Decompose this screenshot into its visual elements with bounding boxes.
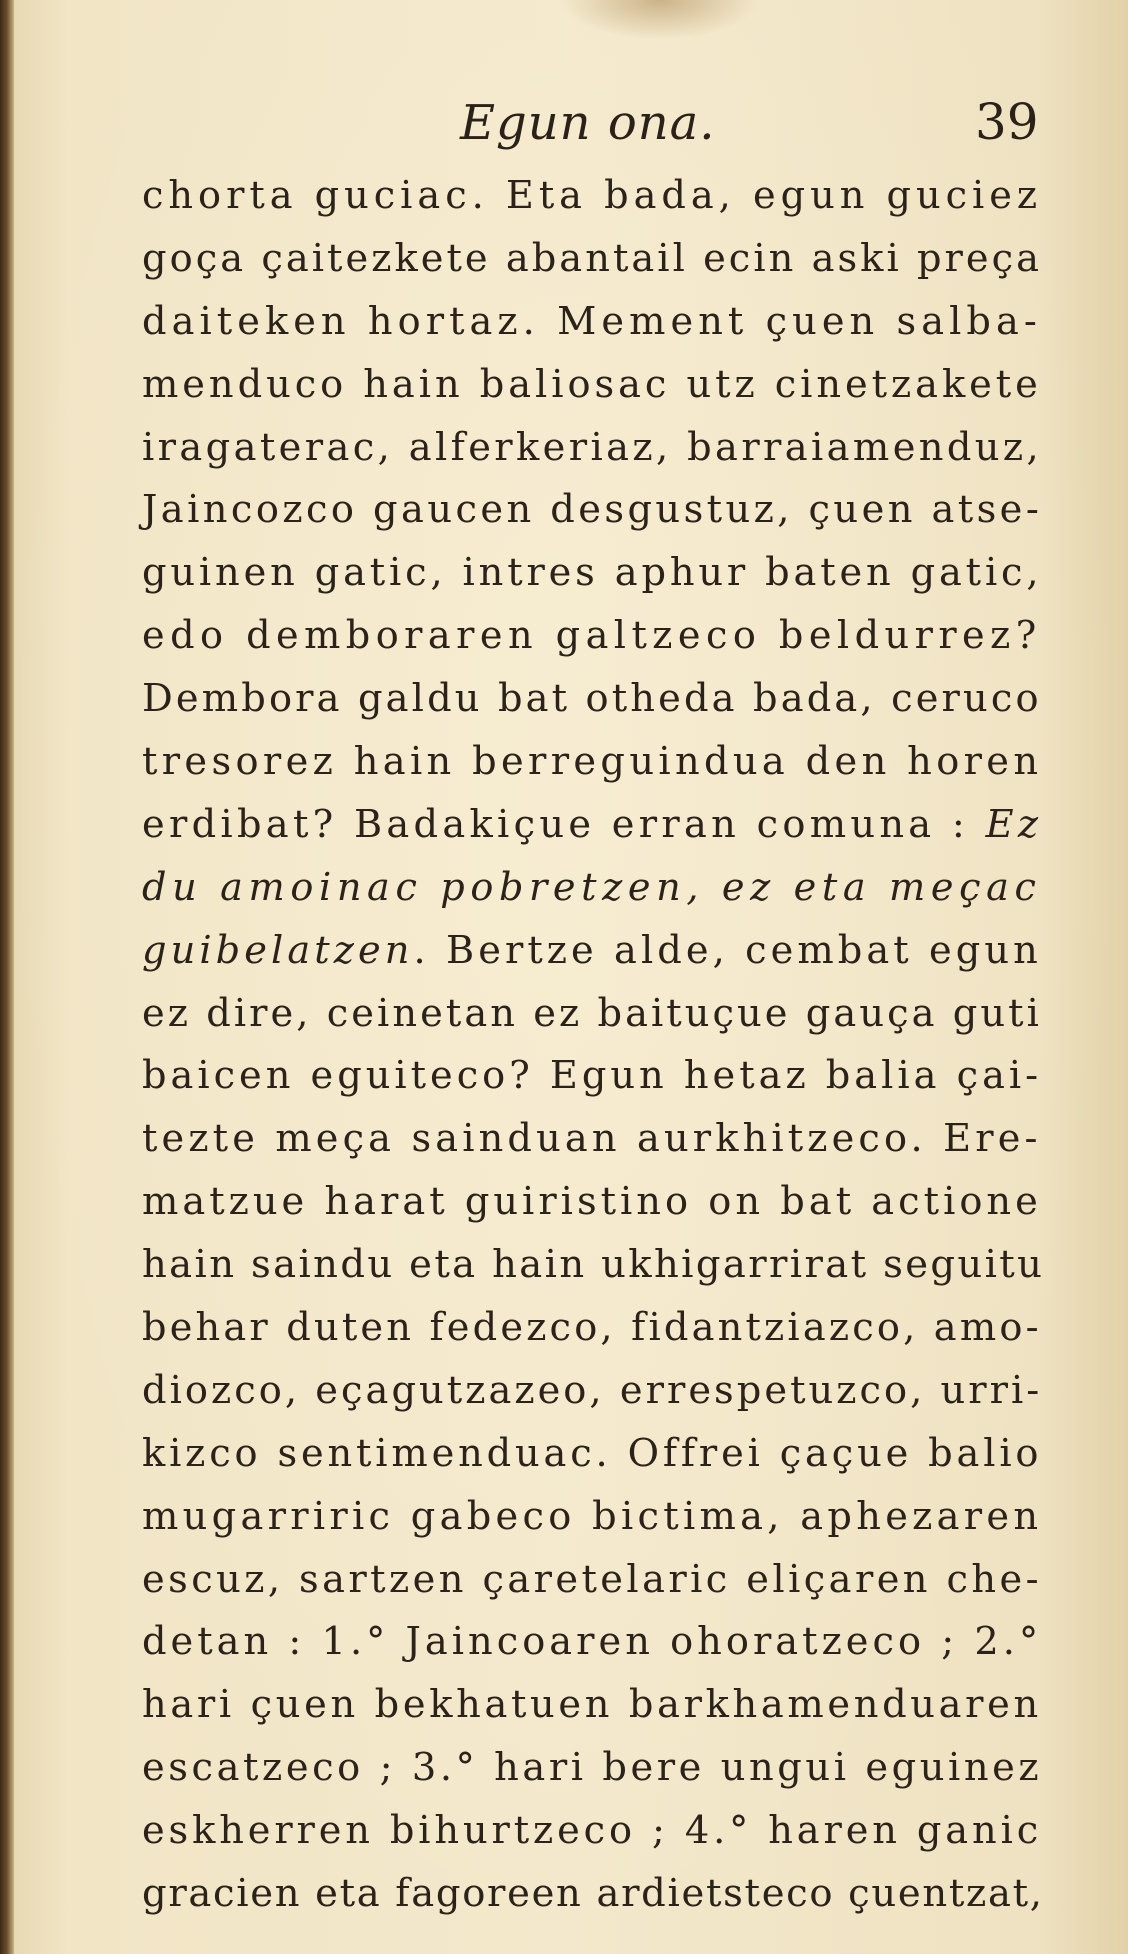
text-segment: eskherren bihurtzeco ; 4.° haren ganic (142, 1808, 1043, 1854)
text-line (142, 668, 1042, 731)
text-line (142, 1674, 1042, 1737)
text-line (142, 1045, 1043, 1108)
text-line (142, 1108, 1042, 1171)
running-title: Egun ona. (460, 95, 716, 151)
text-line (142, 228, 1043, 291)
text-segment: diozco, eçagutzazeo, errespetuzco, urri- (142, 1367, 1043, 1413)
text-line (142, 1549, 1043, 1612)
text-segment: hain saindu eta hain ukhigarrirat seguitu (142, 1242, 1045, 1288)
text-line (142, 1234, 1045, 1297)
text-segment: tezte meça sainduan aurkhitzeco. Ere- (142, 1116, 1042, 1162)
text-line (142, 920, 1042, 983)
text-segment: guinen gatic, intres aphur baten gatic, (142, 550, 1043, 596)
text-line (142, 417, 1043, 480)
text-line (142, 1486, 1043, 1549)
text-segment: ez dire, ceinetan ez baituçue gauça guti (142, 990, 1042, 1036)
text-line (142, 479, 1043, 542)
text-segment: matzue harat guiristino on bat actione (142, 1179, 1042, 1225)
text-line (142, 605, 1042, 668)
text-segment: gracien eta fagoreen ardietsteco çuentzat, (142, 1871, 1044, 1917)
book-gutter-edge (0, 0, 14, 1954)
text-segment: kizco sentimenduac. Offrei çaçue balio (142, 1430, 1043, 1476)
text-segment: erdibat? Badakiçue erran comuna : (142, 801, 986, 847)
text-segment: escuz, sartzen çaretelaric eliçaren che- (142, 1556, 1043, 1602)
text-segment: Dembora galdu bat otheda bada, ceruco (142, 676, 1042, 722)
text-line (142, 1863, 1042, 1926)
text-segment: goça çaitezkete abantail ecin aski preça (142, 235, 1043, 281)
page-number: 39 (975, 93, 1039, 151)
text-segment: daiteken hortaz. Mement çuen salba- (142, 298, 1042, 344)
text-segment: Jaincozco gaucen desgustuz, çuen atse- (142, 487, 1043, 533)
text-line (142, 291, 1042, 354)
text-line (142, 1611, 1043, 1674)
text-line (142, 1423, 1043, 1486)
text-line (142, 1297, 1042, 1360)
text-segment: menduco hain baliosac utz cinetzakete (142, 361, 1042, 407)
text-line (142, 165, 1043, 228)
text-line (142, 731, 1043, 794)
text-segment: detan : 1.° Jaincoaren ohoratzeco ; 2.° (142, 1619, 1043, 1665)
text-segment: iragaterac, alferkeriaz, barraiamenduz, (142, 424, 1043, 470)
text-segment: escatzeco ; 3.° hari bere ungui eguinez (142, 1745, 1043, 1791)
text-segment: tresorez hain berreguindua den horen (142, 739, 1043, 785)
body-text (142, 165, 1045, 1926)
page-header (140, 95, 1040, 165)
paper-stain (560, 0, 760, 40)
text-segment: hari çuen bekhatuen barkhamenduaren (142, 1682, 1042, 1728)
text-line (142, 1737, 1043, 1800)
text-line (142, 354, 1042, 417)
italic-text: du amoinac pobretzen, ez eta meçac (142, 864, 1042, 910)
text-line (142, 1171, 1042, 1234)
text-line (142, 1360, 1043, 1423)
text-segment: behar duten fedezco, fidantziazco, amo- (142, 1305, 1042, 1351)
text-line (142, 1800, 1043, 1863)
text-segment: edo demboraren galtzeco beldurrez? (142, 613, 1042, 659)
text-line (142, 857, 1042, 920)
text-segment: mugarriric gabeco bictima, aphezaren (142, 1493, 1043, 1539)
italic-text: Ez (985, 801, 1043, 847)
text-segment: baicen eguiteco? Egun hetaz balia çai- (142, 1053, 1043, 1099)
text-line (142, 794, 1043, 857)
italic-text: guibelatzen (142, 927, 414, 973)
text-segment: . Bertze alde, cembat egun (413, 927, 1042, 973)
text-line (142, 542, 1043, 605)
text-segment: chorta guciac. Eta bada, egun guciez (142, 173, 1043, 218)
text-line (142, 983, 1042, 1046)
